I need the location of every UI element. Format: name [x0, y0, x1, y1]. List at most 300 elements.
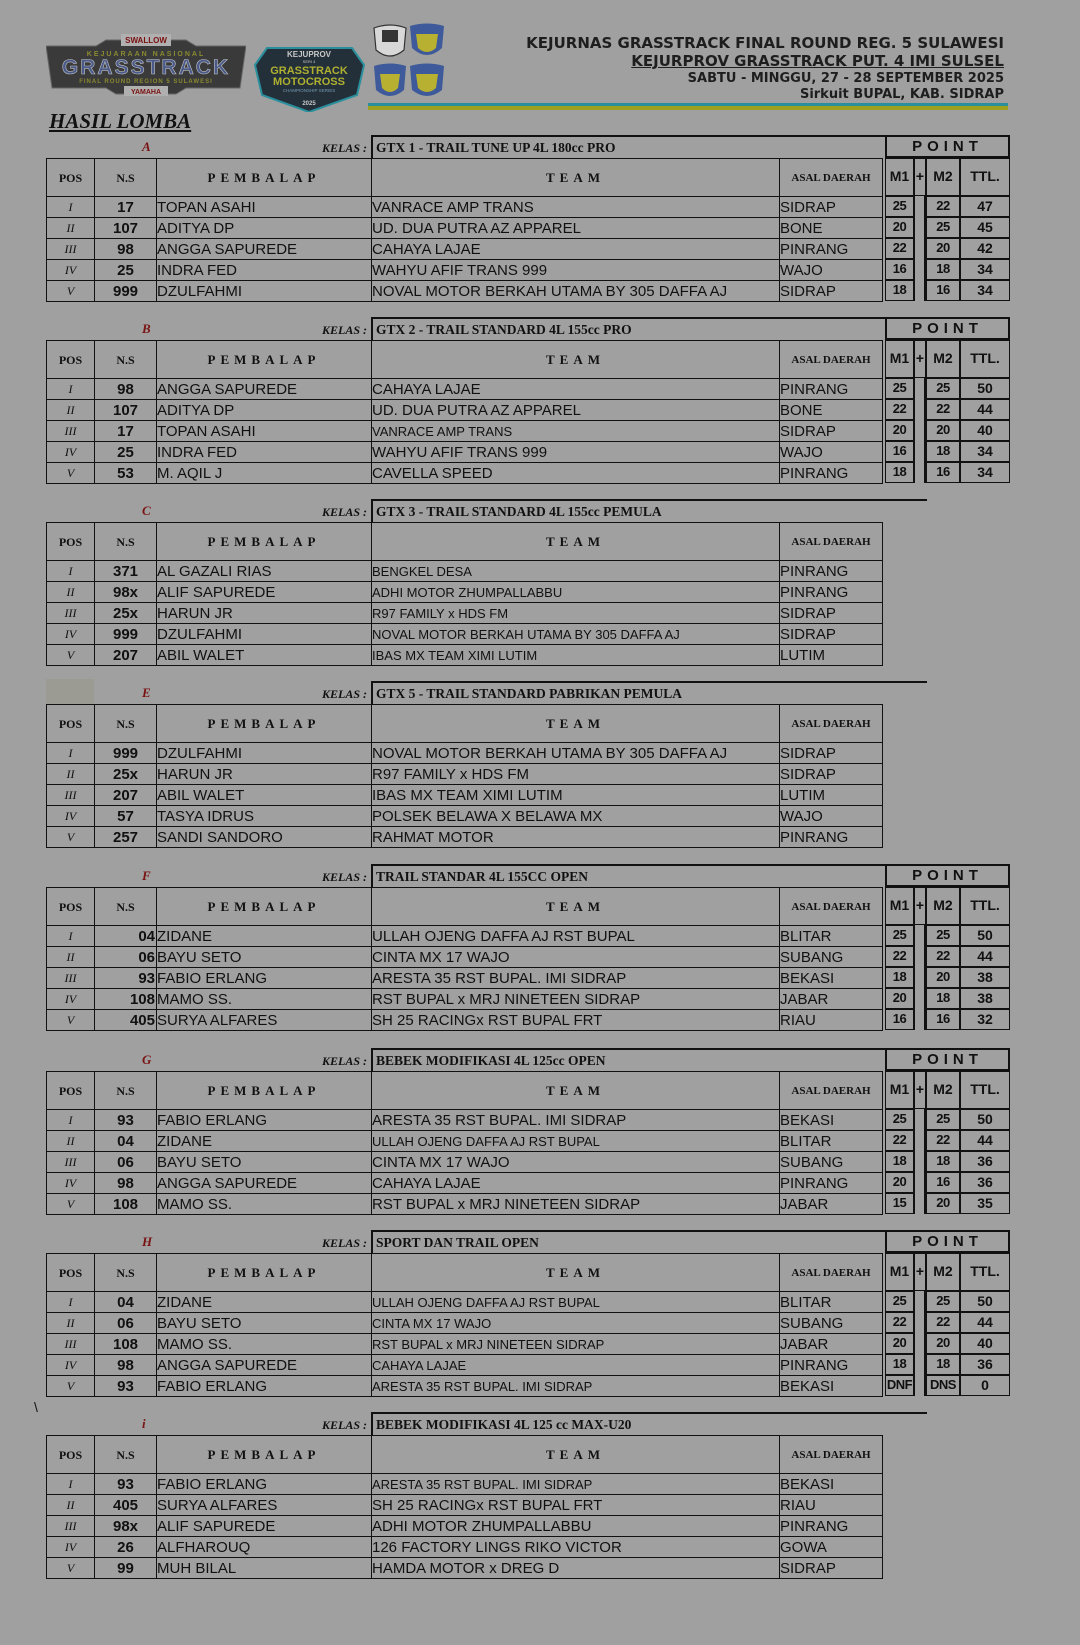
col-asal: ASAL DAERAH	[780, 523, 883, 561]
asal-cell: JABAR	[780, 1194, 883, 1215]
table-row	[47, 1292, 883, 1313]
asal-cell: BEKASI	[780, 1110, 883, 1131]
results-section	[46, 135, 1010, 313]
results-section	[46, 1230, 1010, 1408]
m2-cell: DNS	[926, 1375, 960, 1396]
team-cell: RST BUPAL x MRJ NINETEEN SIDRAP	[372, 1334, 780, 1355]
ns-cell: 17	[95, 197, 157, 218]
col-m2: M2	[926, 340, 960, 378]
ns-cell: 405	[95, 1010, 157, 1031]
pos-cell: I	[47, 1474, 95, 1495]
header-venue: Sirkuit BUPAL, KAB. SIDRAP	[799, 87, 1004, 102]
team-cell: VANRACE AMP TRANS	[372, 197, 780, 218]
header-title-2: KEJURPROV GRASSTRACK PUT. 4 IMI SULSEL	[631, 52, 1004, 70]
ttl-cell: 36	[960, 1354, 1010, 1375]
rider-name-cell: MAMO SS.	[157, 1334, 372, 1355]
rider-name-cell: FABIO ERLANG	[157, 1474, 372, 1495]
table-row	[47, 1110, 883, 1131]
col-plus: +	[914, 1071, 926, 1109]
col-team: TEAM	[372, 705, 780, 743]
table-row	[47, 603, 883, 624]
col-m1: M1	[885, 1071, 914, 1109]
team-cell: VANRACE AMP TRANS	[372, 421, 780, 442]
team-cell: WAHYU AFIF TRANS 999	[372, 442, 780, 463]
team-cell: WAHYU AFIF TRANS 999	[372, 260, 780, 281]
m2-cell: 18	[926, 1354, 960, 1375]
ttl-cell: 35	[960, 1193, 1010, 1214]
ns-cell: 57	[95, 806, 157, 827]
ttl-cell: 36	[960, 1172, 1010, 1193]
asal-cell: SIDRAP	[780, 1558, 883, 1579]
m1-cell: 18	[885, 280, 914, 301]
col-pos: POS	[47, 705, 95, 743]
table-row	[47, 442, 883, 463]
pos-cell: IV	[47, 1173, 95, 1194]
asal-cell: WAJO	[780, 806, 883, 827]
ns-cell: 98x	[95, 1516, 157, 1537]
ns-cell: 999	[95, 281, 157, 302]
ttl-cell: 44	[960, 1130, 1010, 1151]
m1-cell: 15	[885, 1193, 914, 1214]
rider-name-cell: TOPAN ASAHI	[157, 197, 372, 218]
col-plus: +	[914, 340, 926, 378]
table-row	[47, 218, 883, 239]
points-block	[885, 864, 1010, 1032]
m1-cell: 18	[885, 1354, 914, 1375]
kelas-value: BEBEK MODIFIKASI 4L 125cc OPEN	[376, 1053, 606, 1068]
team-cell: CAHAYA LAJAE	[372, 239, 780, 260]
table-header-row	[47, 523, 883, 561]
m2-cell: 25	[926, 1291, 960, 1312]
page-title: HASIL LOMBA	[49, 109, 192, 133]
team-cell: 126 FACTORY LINGS RIKO VICTOR	[372, 1537, 780, 1558]
table-row	[47, 281, 883, 302]
ttl-cell: 44	[960, 399, 1010, 420]
team-cell: ADHI MOTOR ZHUMPALLABBU	[372, 1516, 780, 1537]
rider-name-cell: ALIF SAPUREDE	[157, 582, 372, 603]
table-row	[47, 1010, 883, 1031]
section-letter: E	[142, 685, 151, 700]
ns-cell: 108	[95, 1334, 157, 1355]
results-table	[46, 1071, 883, 1215]
asal-cell: SIDRAP	[780, 764, 883, 785]
table-row	[47, 764, 883, 785]
plus-spacer	[914, 1109, 926, 1214]
m2-cell: 22	[926, 1312, 960, 1333]
ttl-cell: 50	[960, 1291, 1010, 1312]
rider-name-cell: FABIO ERLANG	[157, 1110, 372, 1131]
col-ns: N.S	[95, 705, 157, 743]
rider-name-cell: DZULFAHMI	[157, 624, 372, 645]
team-cell: ULLAH OJENG DAFFA AJ RST BUPAL	[372, 926, 780, 947]
m2-cell: 16	[926, 1172, 960, 1193]
rider-name-cell: HARUN JR	[157, 764, 372, 785]
header-title-1: KEJURNAS GRASSTRACK FINAL ROUND REG. 5 SULAWESI	[526, 34, 1004, 52]
results-table	[46, 522, 883, 666]
col-team: TEAM	[372, 341, 780, 379]
ttl-cell: 38	[960, 967, 1010, 988]
ns-cell: 04	[95, 926, 157, 947]
team-cell: CAVELLA SPEED	[372, 463, 780, 484]
ns-cell: 93	[95, 1474, 157, 1495]
asal-cell: SIDRAP	[780, 421, 883, 442]
rider-name-cell: TASYA IDRUS	[157, 806, 372, 827]
pos-cell: III	[47, 603, 95, 624]
pos-cell: II	[47, 1313, 95, 1334]
asal-cell: LUTIM	[780, 645, 883, 666]
imi-shield-icon-1	[410, 24, 444, 56]
ttl-cell: 0	[960, 1375, 1010, 1396]
team-cell: ARESTA 35 RST BUPAL. IMI SIDRAP	[372, 968, 780, 989]
ns-cell: 93	[95, 1110, 157, 1131]
table-header-row	[47, 159, 883, 197]
pos-cell: I	[47, 1292, 95, 1313]
ns-cell: 06	[95, 1152, 157, 1173]
ns-cell: 25	[95, 260, 157, 281]
kelas-label: KELAS :	[321, 1054, 367, 1068]
col-m2: M2	[926, 1071, 960, 1109]
table-row	[47, 947, 883, 968]
ns-cell: 04	[95, 1292, 157, 1313]
ns-cell: 98	[95, 1355, 157, 1376]
col-pembalap: PEMBALAP	[157, 1072, 372, 1110]
results-table	[46, 1435, 883, 1579]
ns-cell: 17	[95, 421, 157, 442]
m2-cell: 20	[926, 1333, 960, 1354]
section-letter: A	[142, 139, 151, 154]
team-cell: NOVAL MOTOR BERKAH UTAMA BY 305 DAFFA AJ	[372, 624, 780, 645]
ns-cell: 98x	[95, 582, 157, 603]
logo-k-line5: CHAMPIONSHIP SERIES	[282, 88, 336, 93]
asal-cell: PINRANG	[780, 582, 883, 603]
pos-cell: IV	[47, 989, 95, 1010]
plus-spacer	[914, 1291, 926, 1396]
team-cell: CINTA MX 17 WAJO	[372, 1152, 780, 1173]
logo-k-line2: SERI 4	[302, 59, 316, 64]
pos-cell: II	[47, 947, 95, 968]
asal-cell: WAJO	[780, 442, 883, 463]
col-pos: POS	[47, 1072, 95, 1110]
kelas-label: KELAS :	[321, 1236, 367, 1250]
asal-cell: PINRANG	[780, 1173, 883, 1194]
m1-cell: 20	[885, 1333, 914, 1354]
asal-cell: JABAR	[780, 1334, 883, 1355]
kelas-label: KELAS :	[321, 870, 367, 884]
ns-cell: 98	[95, 239, 157, 260]
pos-cell: III	[47, 239, 95, 260]
points-block	[885, 1230, 1010, 1398]
rider-name-cell: BAYU SETO	[157, 1152, 372, 1173]
ns-cell: 999	[95, 743, 157, 764]
pos-cell: I	[47, 1110, 95, 1131]
grasstrack-logo	[46, 28, 246, 98]
col-ns: N.S	[95, 523, 157, 561]
ttl-cell: 50	[960, 1109, 1010, 1130]
gray-marker	[46, 679, 94, 705]
table-header-row	[47, 705, 883, 743]
team-cell: CINTA MX 17 WAJO	[372, 947, 780, 968]
col-asal: ASAL DAERAH	[780, 888, 883, 926]
document-header	[0, 0, 1080, 112]
kelas-value: GTX 3 - TRAIL STANDARD 4L 155cc PEMULA	[376, 504, 662, 519]
ns-cell: 108	[95, 989, 157, 1010]
m1-cell: 20	[885, 988, 914, 1009]
ttl-cell: 44	[960, 946, 1010, 967]
pos-cell: I	[47, 197, 95, 218]
m2-cell: 22	[926, 399, 960, 420]
ns-cell: 98	[95, 1173, 157, 1194]
results-section	[46, 1412, 1010, 1590]
table-row	[47, 785, 883, 806]
col-asal: ASAL DAERAH	[780, 159, 883, 197]
team-cell: BENGKEL DESA	[372, 561, 780, 582]
pos-cell: III	[47, 1334, 95, 1355]
rider-name-cell: ANGGA SAPUREDE	[157, 239, 372, 260]
col-pembalap: PEMBALAP	[157, 159, 372, 197]
kelas-value: TRAIL STANDAR 4L 155CC OPEN	[376, 869, 589, 884]
m1-cell: 20	[885, 217, 914, 238]
rider-name-cell: MAMO SS.	[157, 989, 372, 1010]
m2-cell: 18	[926, 988, 960, 1009]
rider-name-cell: ABIL WALET	[157, 785, 372, 806]
ns-cell: 207	[95, 645, 157, 666]
col-m2: M2	[926, 887, 960, 925]
m2-cell: 18	[926, 259, 960, 280]
ttl-cell: 45	[960, 217, 1010, 238]
asal-cell: SIDRAP	[780, 281, 883, 302]
rider-name-cell: SURYA ALFARES	[157, 1495, 372, 1516]
team-cell: R97 FAMILY x HDS FM	[372, 603, 780, 624]
asal-cell: WAJO	[780, 260, 883, 281]
col-pos: POS	[47, 159, 95, 197]
logo-line1: KEJUARAAN NASIONAL	[86, 51, 206, 58]
imi-shield-icon-3	[410, 64, 444, 97]
results-section	[46, 1048, 1010, 1226]
kelas-value: GTX 5 - TRAIL STANDARD PABRIKAN PEMULA	[376, 686, 683, 701]
section-letter: C	[142, 503, 151, 518]
team-cell: CAHAYA LAJAE	[372, 1355, 780, 1376]
m1-cell: 22	[885, 1130, 914, 1151]
pos-cell: III	[47, 1152, 95, 1173]
ttl-cell: 34	[960, 441, 1010, 462]
m2-cell: 25	[926, 378, 960, 399]
team-cell: R97 FAMILY x HDS FM	[372, 764, 780, 785]
asal-cell: PINRANG	[780, 239, 883, 260]
asal-cell: BLITAR	[780, 1131, 883, 1152]
pos-cell: II	[47, 400, 95, 421]
kelas-label: KELAS :	[321, 687, 367, 701]
ns-cell: 06	[95, 1313, 157, 1334]
table-row	[47, 463, 883, 484]
m1-cell: 18	[885, 462, 914, 483]
table-row	[47, 1537, 883, 1558]
asal-cell: PINRANG	[780, 827, 883, 848]
team-cell: ADHI MOTOR ZHUMPALLABBU	[372, 582, 780, 603]
col-pos: POS	[47, 341, 95, 379]
table-row	[47, 645, 883, 666]
rider-name-cell: ZIDANE	[157, 1292, 372, 1313]
team-cell: CAHAYA LAJAE	[372, 1173, 780, 1194]
m1-cell: 22	[885, 1312, 914, 1333]
ns-cell: 98	[95, 379, 157, 400]
pos-cell: III	[47, 421, 95, 442]
ns-cell: 99	[95, 1558, 157, 1579]
table-row	[47, 968, 883, 989]
m1-cell: 25	[885, 1291, 914, 1312]
col-plus: +	[914, 158, 926, 196]
col-pembalap: PEMBALAP	[157, 1254, 372, 1292]
team-cell: UD. DUA PUTRA AZ APPAREL	[372, 400, 780, 421]
m2-cell: 20	[926, 238, 960, 259]
stray-mark: \	[34, 1399, 38, 1415]
imi-shield-icon-2	[374, 64, 406, 97]
team-cell: NOVAL MOTOR BERKAH UTAMA BY 305 DAFFA AJ	[372, 743, 780, 764]
asal-cell: LUTIM	[780, 785, 883, 806]
col-ns: N.S	[95, 1072, 157, 1110]
asal-cell: PINRANG	[780, 463, 883, 484]
table-row	[47, 1474, 883, 1495]
col-pembalap: PEMBALAP	[157, 341, 372, 379]
m2-cell: 22	[926, 196, 960, 217]
pos-cell: I	[47, 743, 95, 764]
results-table	[46, 340, 883, 484]
m1-cell: 25	[885, 1109, 914, 1130]
col-ttl: TTL.	[960, 340, 1010, 378]
rider-name-cell: BAYU SETO	[157, 1313, 372, 1334]
asal-cell: SUBANG	[780, 947, 883, 968]
team-cell: ULLAH OJENG DAFFA AJ RST BUPAL	[372, 1131, 780, 1152]
m1-cell: 25	[885, 925, 914, 946]
police-badge-icon	[374, 25, 406, 56]
col-team: TEAM	[372, 1436, 780, 1474]
pos-cell: III	[47, 968, 95, 989]
rider-name-cell: ALIF SAPUREDE	[157, 1516, 372, 1537]
header-color-stripe	[368, 103, 1008, 110]
team-cell: IBAS MX TEAM XIMI LUTIM	[372, 645, 780, 666]
col-team: TEAM	[372, 1254, 780, 1292]
table-row	[47, 260, 883, 281]
rider-name-cell: DZULFAHMI	[157, 743, 372, 764]
header-date: SABTU - MINGGU, 27 - 28 SEPTEMBER 2025	[687, 71, 1004, 86]
rider-name-cell: BAYU SETO	[157, 947, 372, 968]
rider-name-cell: AL GAZALI RIAS	[157, 561, 372, 582]
rider-name-cell: MAMO SS.	[157, 1194, 372, 1215]
col-pos: POS	[47, 1436, 95, 1474]
col-m1: M1	[885, 340, 914, 378]
logo-yamaha-text: YAMAHA	[130, 89, 162, 96]
table-row	[47, 1376, 883, 1397]
m1-cell: 16	[885, 441, 914, 462]
kejurprov-logo	[252, 40, 367, 112]
pos-cell: V	[47, 1010, 95, 1031]
col-team: TEAM	[372, 1072, 780, 1110]
m2-cell: 16	[926, 280, 960, 301]
ns-cell: 93	[95, 968, 157, 989]
asal-cell: SUBANG	[780, 1313, 883, 1334]
ttl-cell: 38	[960, 988, 1010, 1009]
pos-cell: II	[47, 218, 95, 239]
col-m2: M2	[926, 158, 960, 196]
m1-cell: 25	[885, 378, 914, 399]
m2-cell: 22	[926, 1130, 960, 1151]
team-cell: IBAS MX TEAM XIMI LUTIM	[372, 785, 780, 806]
m2-cell: 16	[926, 462, 960, 483]
pos-cell: I	[47, 561, 95, 582]
plus-spacer	[914, 378, 926, 483]
m1-cell: 25	[885, 196, 914, 217]
col-ns: N.S	[95, 888, 157, 926]
col-m2: M2	[926, 1253, 960, 1291]
section-letter: B	[142, 321, 151, 336]
table-row	[47, 421, 883, 442]
table-header-row	[47, 341, 883, 379]
ttl-cell: 50	[960, 925, 1010, 946]
team-cell: ULLAH OJENG DAFFA AJ RST BUPAL	[372, 1292, 780, 1313]
table-header-row	[47, 1254, 883, 1292]
logo-k-line3: GRASSTRACK	[270, 65, 348, 77]
rider-name-cell: ADITYA DP	[157, 400, 372, 421]
points-block	[885, 135, 1010, 303]
col-asal: ASAL DAERAH	[780, 1072, 883, 1110]
col-team: TEAM	[372, 159, 780, 197]
ttl-cell: 40	[960, 420, 1010, 441]
pos-cell: I	[47, 379, 95, 400]
pos-cell: V	[47, 827, 95, 848]
asal-cell: PINRANG	[780, 1516, 883, 1537]
ttl-cell: 32	[960, 1009, 1010, 1030]
pos-cell: IV	[47, 1355, 95, 1376]
col-asal: ASAL DAERAH	[780, 1436, 883, 1474]
col-m1: M1	[885, 1253, 914, 1291]
table-row	[47, 1355, 883, 1376]
pos-cell: V	[47, 1558, 95, 1579]
asal-cell: GOWA	[780, 1537, 883, 1558]
col-ttl: TTL.	[960, 158, 1010, 196]
pos-cell: II	[47, 1131, 95, 1152]
col-pembalap: PEMBALAP	[157, 523, 372, 561]
team-cell: ARESTA 35 RST BUPAL. IMI SIDRAP	[372, 1376, 780, 1397]
ttl-cell: 40	[960, 1333, 1010, 1354]
m2-cell: 20	[926, 420, 960, 441]
rider-name-cell: ZIDANE	[157, 926, 372, 947]
ns-cell: 04	[95, 1131, 157, 1152]
point-title: POINT	[885, 1048, 1010, 1071]
col-pembalap: PEMBALAP	[157, 1436, 372, 1474]
table-header-row	[47, 1072, 883, 1110]
results-table	[46, 704, 883, 848]
rider-name-cell: HARUN JR	[157, 603, 372, 624]
col-plus: +	[914, 1253, 926, 1291]
table-header-row	[47, 1436, 883, 1474]
ttl-cell: 34	[960, 462, 1010, 483]
ns-cell: 25x	[95, 603, 157, 624]
col-ttl: TTL.	[960, 1253, 1010, 1291]
rider-name-cell: ANGGA SAPUREDE	[157, 1355, 372, 1376]
point-title: POINT	[885, 864, 1010, 887]
table-row	[47, 1173, 883, 1194]
results-section	[46, 864, 1010, 1042]
team-cell: RST BUPAL x MRJ NINETEEN SIDRAP	[372, 1194, 780, 1215]
table-row	[47, 926, 883, 947]
table-row	[47, 827, 883, 848]
table-row	[47, 197, 883, 218]
table-row	[47, 561, 883, 582]
ns-cell: 207	[95, 785, 157, 806]
m2-cell: 22	[926, 946, 960, 967]
asal-cell: SIDRAP	[780, 743, 883, 764]
results-section	[46, 681, 1010, 859]
kelas-value: GTX 1 - TRAIL TUNE UP 4L 180cc PRO	[376, 140, 616, 155]
